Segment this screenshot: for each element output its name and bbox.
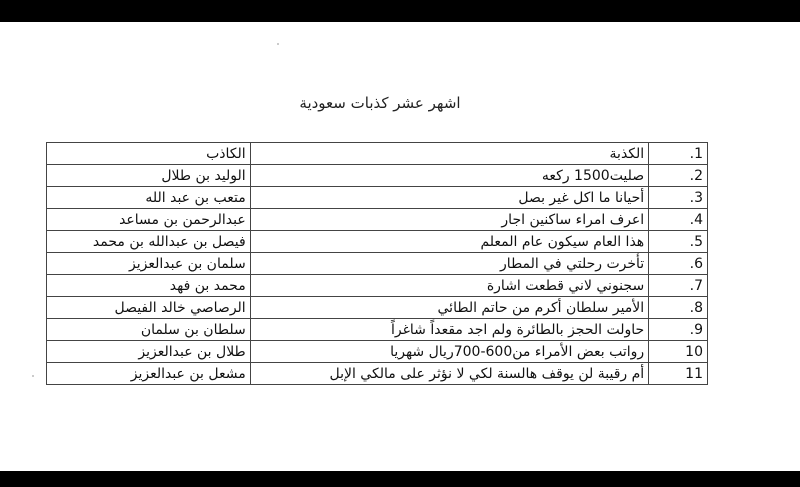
lie-cell: سجنوني لاني قطعت اشارة xyxy=(250,275,648,297)
table-row xyxy=(47,165,708,187)
lie-cell: الأمير سلطان أكرم من حاتم الطائي xyxy=(250,297,648,319)
table-row xyxy=(47,253,708,275)
table-row xyxy=(47,319,708,341)
document-page xyxy=(0,22,800,471)
table-row xyxy=(47,363,708,385)
liar-cell: سلطان بن سلمان xyxy=(47,319,251,341)
number-cell: 4. xyxy=(649,209,708,231)
liar-cell: الوليد بن طلال xyxy=(47,165,251,187)
table-row xyxy=(47,297,708,319)
lie-cell: رواتب بعض الأمراء من600-700ريال شهريا xyxy=(250,341,648,363)
number-cell: 10 xyxy=(649,341,708,363)
header-number: 1. xyxy=(649,143,708,165)
lie-cell: أم رقيبة لن يوقف هالسنة لكي لا نؤثر على مالكي الإبل xyxy=(250,363,648,385)
lies-table xyxy=(46,142,708,385)
liar-cell: عبدالرحمن بن مساعد xyxy=(47,209,251,231)
document-title: اشهر عشر كذبات سعودية xyxy=(299,94,461,112)
lie-cell: أحيانا ما اكل غير بصل xyxy=(250,187,648,209)
table-header-row xyxy=(47,143,708,165)
lie-cell: اعرف امراء ساكنين اجار xyxy=(250,209,648,231)
scan-speck xyxy=(32,375,34,377)
number-cell: 3. xyxy=(649,187,708,209)
number-cell: 11 xyxy=(649,363,708,385)
table-row xyxy=(47,275,708,297)
liar-cell: سلمان بن عبدالعزيز xyxy=(47,253,251,275)
liar-cell: طلال بن عبدالعزيز xyxy=(47,341,251,363)
table-row xyxy=(47,187,708,209)
liar-cell: محمد بن فهد xyxy=(47,275,251,297)
number-cell: 5. xyxy=(649,231,708,253)
liar-cell: فيصل بن عبدالله بن محمد xyxy=(47,231,251,253)
liar-cell: الرصاصي خالد الفيصل xyxy=(47,297,251,319)
number-cell: 2. xyxy=(649,165,708,187)
table-row xyxy=(47,341,708,363)
lie-cell: صليت1500 ركعه xyxy=(250,165,648,187)
lie-cell: حاولت الحجز بالطائرة ولم اجد مقعداً شاغراً xyxy=(250,319,648,341)
number-cell: 7. xyxy=(649,275,708,297)
number-cell: 6. xyxy=(649,253,708,275)
table-row xyxy=(47,231,708,253)
table-row xyxy=(47,209,708,231)
lie-cell: هذا العام سيكون عام المعلم xyxy=(250,231,648,253)
number-cell: 8. xyxy=(649,297,708,319)
number-cell: 9. xyxy=(649,319,708,341)
scan-speck xyxy=(277,43,279,45)
liar-cell: مشعل بن عبدالعزيز xyxy=(47,363,251,385)
liar-cell: متعب بن عبد الله xyxy=(47,187,251,209)
lie-cell: تأخرت رحلتي في المطار xyxy=(250,253,648,275)
header-liar: الكاذب xyxy=(47,143,251,165)
header-lie: الكذبة xyxy=(250,143,648,165)
